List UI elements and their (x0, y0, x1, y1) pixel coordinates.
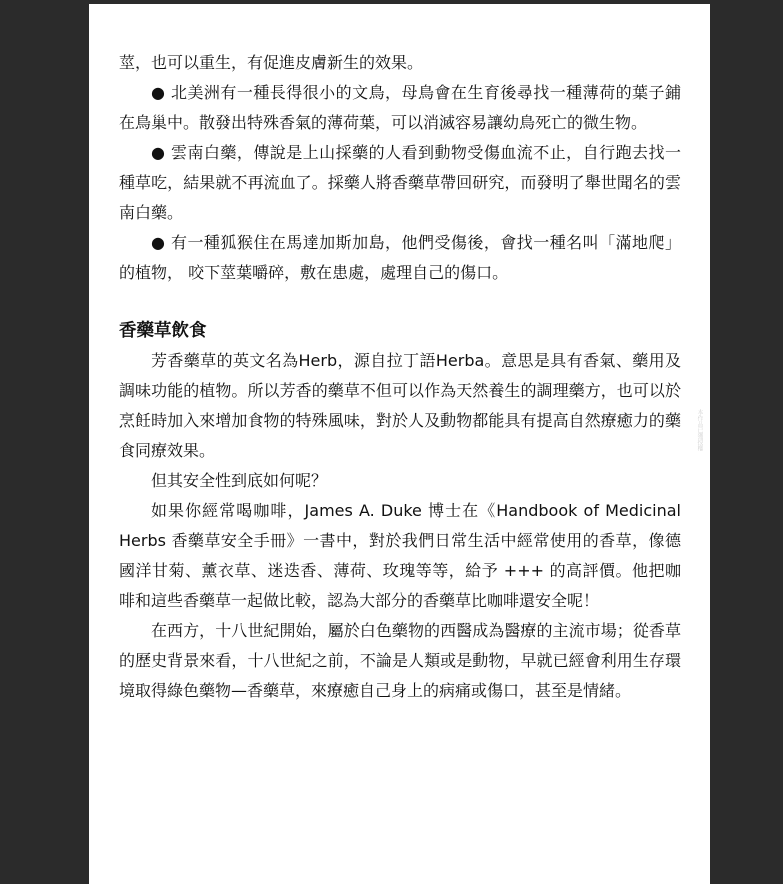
bullet-paragraph-wren: ● 北美洲有一種長得很小的文鳥，母鳥會在生育後尋找一種薄荷的葉子鋪在鳥巢中。散發出特殊香氣的薄荷葉，可以消滅容易讓幼鳥死亡的微生物。 (119, 83, 681, 132)
paragraph: 在西方，十八世紀開始，屬於白色藥物的西醫成為醫療的主流市場；從香草的歷史背景來看，十八世紀之前，不論是人類或是動物，早就已經會利用生存環境取得綠色藥物—香藥草，來療癒自己身上的病痛或傷口，甚至是情緒。 (119, 621, 681, 700)
bullet-paragraph-lemur: ● 有一種狐猴住在馬達加斯加島，他們受傷後，會找一種名叫「滿地爬」的植物， 咬下莖葉嚼碎，敷在患處，處理自己的傷口。 (119, 233, 681, 282)
paragraph: 如果你經常喝咖啡，James A. Duke 博士在《Handbook of Medicinal Herbs 香藥草安全手冊》一書中，對於我們日常生活中經常使用的香草，像德國洋甘菊、薰衣草、迷迭香、薄荷、玫瑰等等，給予 +++ 的高評價。他把咖啡和這些香藥草一起做比較，認為大部分的香藥草比咖啡還安全呢！ (119, 501, 681, 610)
bullet-paragraph-yunnan: ● 雲南白藥，傳說是上山採藥的人看到動物受傷血流不止，自行跑去找一種草吃，結果就不再流血了。採藥人將香藥草帶回研究，而發明了舉世聞名的雲南白藥。 (119, 143, 681, 222)
section-heading: 香藥草飲食 (119, 321, 207, 341)
page-body (119, 48, 681, 706)
document-page (89, 4, 710, 884)
paragraph: 但其安全性到底如何呢？ (151, 471, 328, 490)
section-spacer (119, 288, 681, 316)
paragraph: 莖，也可以重生，有促進皮膚新生的效果。 (119, 53, 424, 72)
paragraph: 芳香藥草的英文名為Herb，源自拉丁語Herba。意思是具有香氣、藥用及調味功能的植物。所以芳香的藥草不但可以作為天然養生的調理藥方，也可以於烹飪時加入來增加食物的特殊風味，對於人及動物都能具有提高自然療癒力的藥食同療效果。 (119, 351, 681, 460)
watermark: 本作品已獲授權 (696, 409, 703, 451)
